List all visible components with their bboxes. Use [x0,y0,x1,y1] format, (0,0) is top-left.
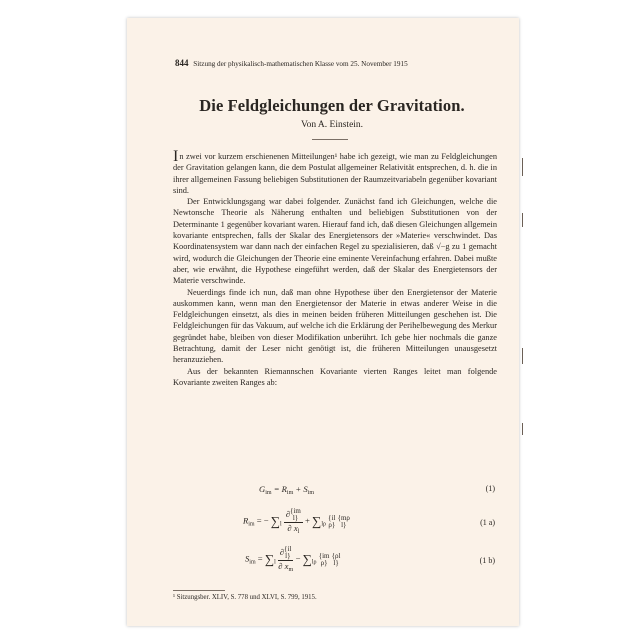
title-rule [312,139,348,140]
edge-mark [522,213,523,227]
equation-1b: $S_{im} = \sum_l$ ∂{il l} ∂ $x_m$ − $\sum_{l\rho}$ {im ρ} {ρl l} (1 b) [245,545,495,573]
page-number: 844 [175,58,189,68]
paragraph: Neuerdings finde ich nun, daß man ohne Hypothese über den Energietensor der Materie auskommen kann, wenn man den Energietensor der Materie in etwas anderer Weise in die Feldgleichungen einsetzt, als dies in meinen beiden früheren Mitteilungen geschehen ist. Die Feldgleichungen für das Vakuum, auf welche ich die Erklärung der Perihelbewegung des Merkur gegründet habe, bleiben von dieser Modifikation unberührt. Ich gebe hier nochmals die ganze Betrachtung, damit der Leser nicht genötigt ist, die früheren Mitteilungen unausgesetzt heranzuziehen. [173,287,497,365]
paragraph [173,148,497,196]
equation-number: (1) [485,484,495,493]
paragraph: Aus der bekannten Riemannschen Kovariante vierten Ranges leitet man folgende Kovariante zweiten Ranges ab: [173,366,497,387]
edge-mark [522,158,523,176]
equation-number: (1 b) [479,556,495,565]
paragraph-text: n zwei vor kurzem erschienenen Mitteilungen¹ habe ich gezeigt, wie man zu Feldgleichungen der Gravitation gelangen kann, die dem Postulat allgemeiner Relativität entsprechen, d. h. die in ihrer allgemeinen Fassung beliebigen Substitutionen der Raumzeitvariabeln gegenüber kovariant sind. [173,152,497,195]
equation-1: $G_{im} = R_{im} + S_{im}$ (1) [259,484,495,496]
article-title: Die Feldgleichungen der Gravitation. [199,96,465,115]
author-byline: Von A. Einstein. [300,120,364,130]
equation-1a: $R_{im}$ = − $\sum_l$ ∂{im l} ∂ $x_l$ + $\sum_{l\rho}$ {il ρ} {mρ l} (1 a) [243,507,495,535]
edge-mark [522,348,523,364]
footnote-rule [173,590,225,591]
edge-mark [522,423,523,435]
document-page [127,18,519,626]
equation-number: (1 a) [480,518,495,527]
footnote: ¹ Sitzungsber. XLIV, S. 778 und XLVI, S. 799, 1915. [173,594,317,601]
article-body [173,148,497,388]
running-title: Sitzung der physikalisch-mathematischen Klasse vom 25. November 1915 [193,60,408,68]
dropcap: I [173,148,179,165]
paragraph: Der Entwicklungsgang war dabei folgender. Zunächst fand ich Gleichungen, welche die Newtonsche Theorie als Näherung enthalten und beliebigen Substitutionen von der Determinante 1 gegenüber kovariant waren. Hierauf fand ich, daß diesen Gleichungen allgemein kovariante entsprechen, falls der Skalar des Energietensors der »Materie« verschwindet. Das Koordinatensystem war dann nach der einfachen Regel zu spezialisieren, daß √−g zu 1 gemacht wird, wodurch die Gleichungen der Theorie eine eminente Vereinfachung erfahren. Dabei mußte aber, wie erwähnt, die Hypothese eingeführt werden, daß der Skalar des Energietensors der Materie verschwinde. [173,197,497,286]
running-head [175,58,497,68]
